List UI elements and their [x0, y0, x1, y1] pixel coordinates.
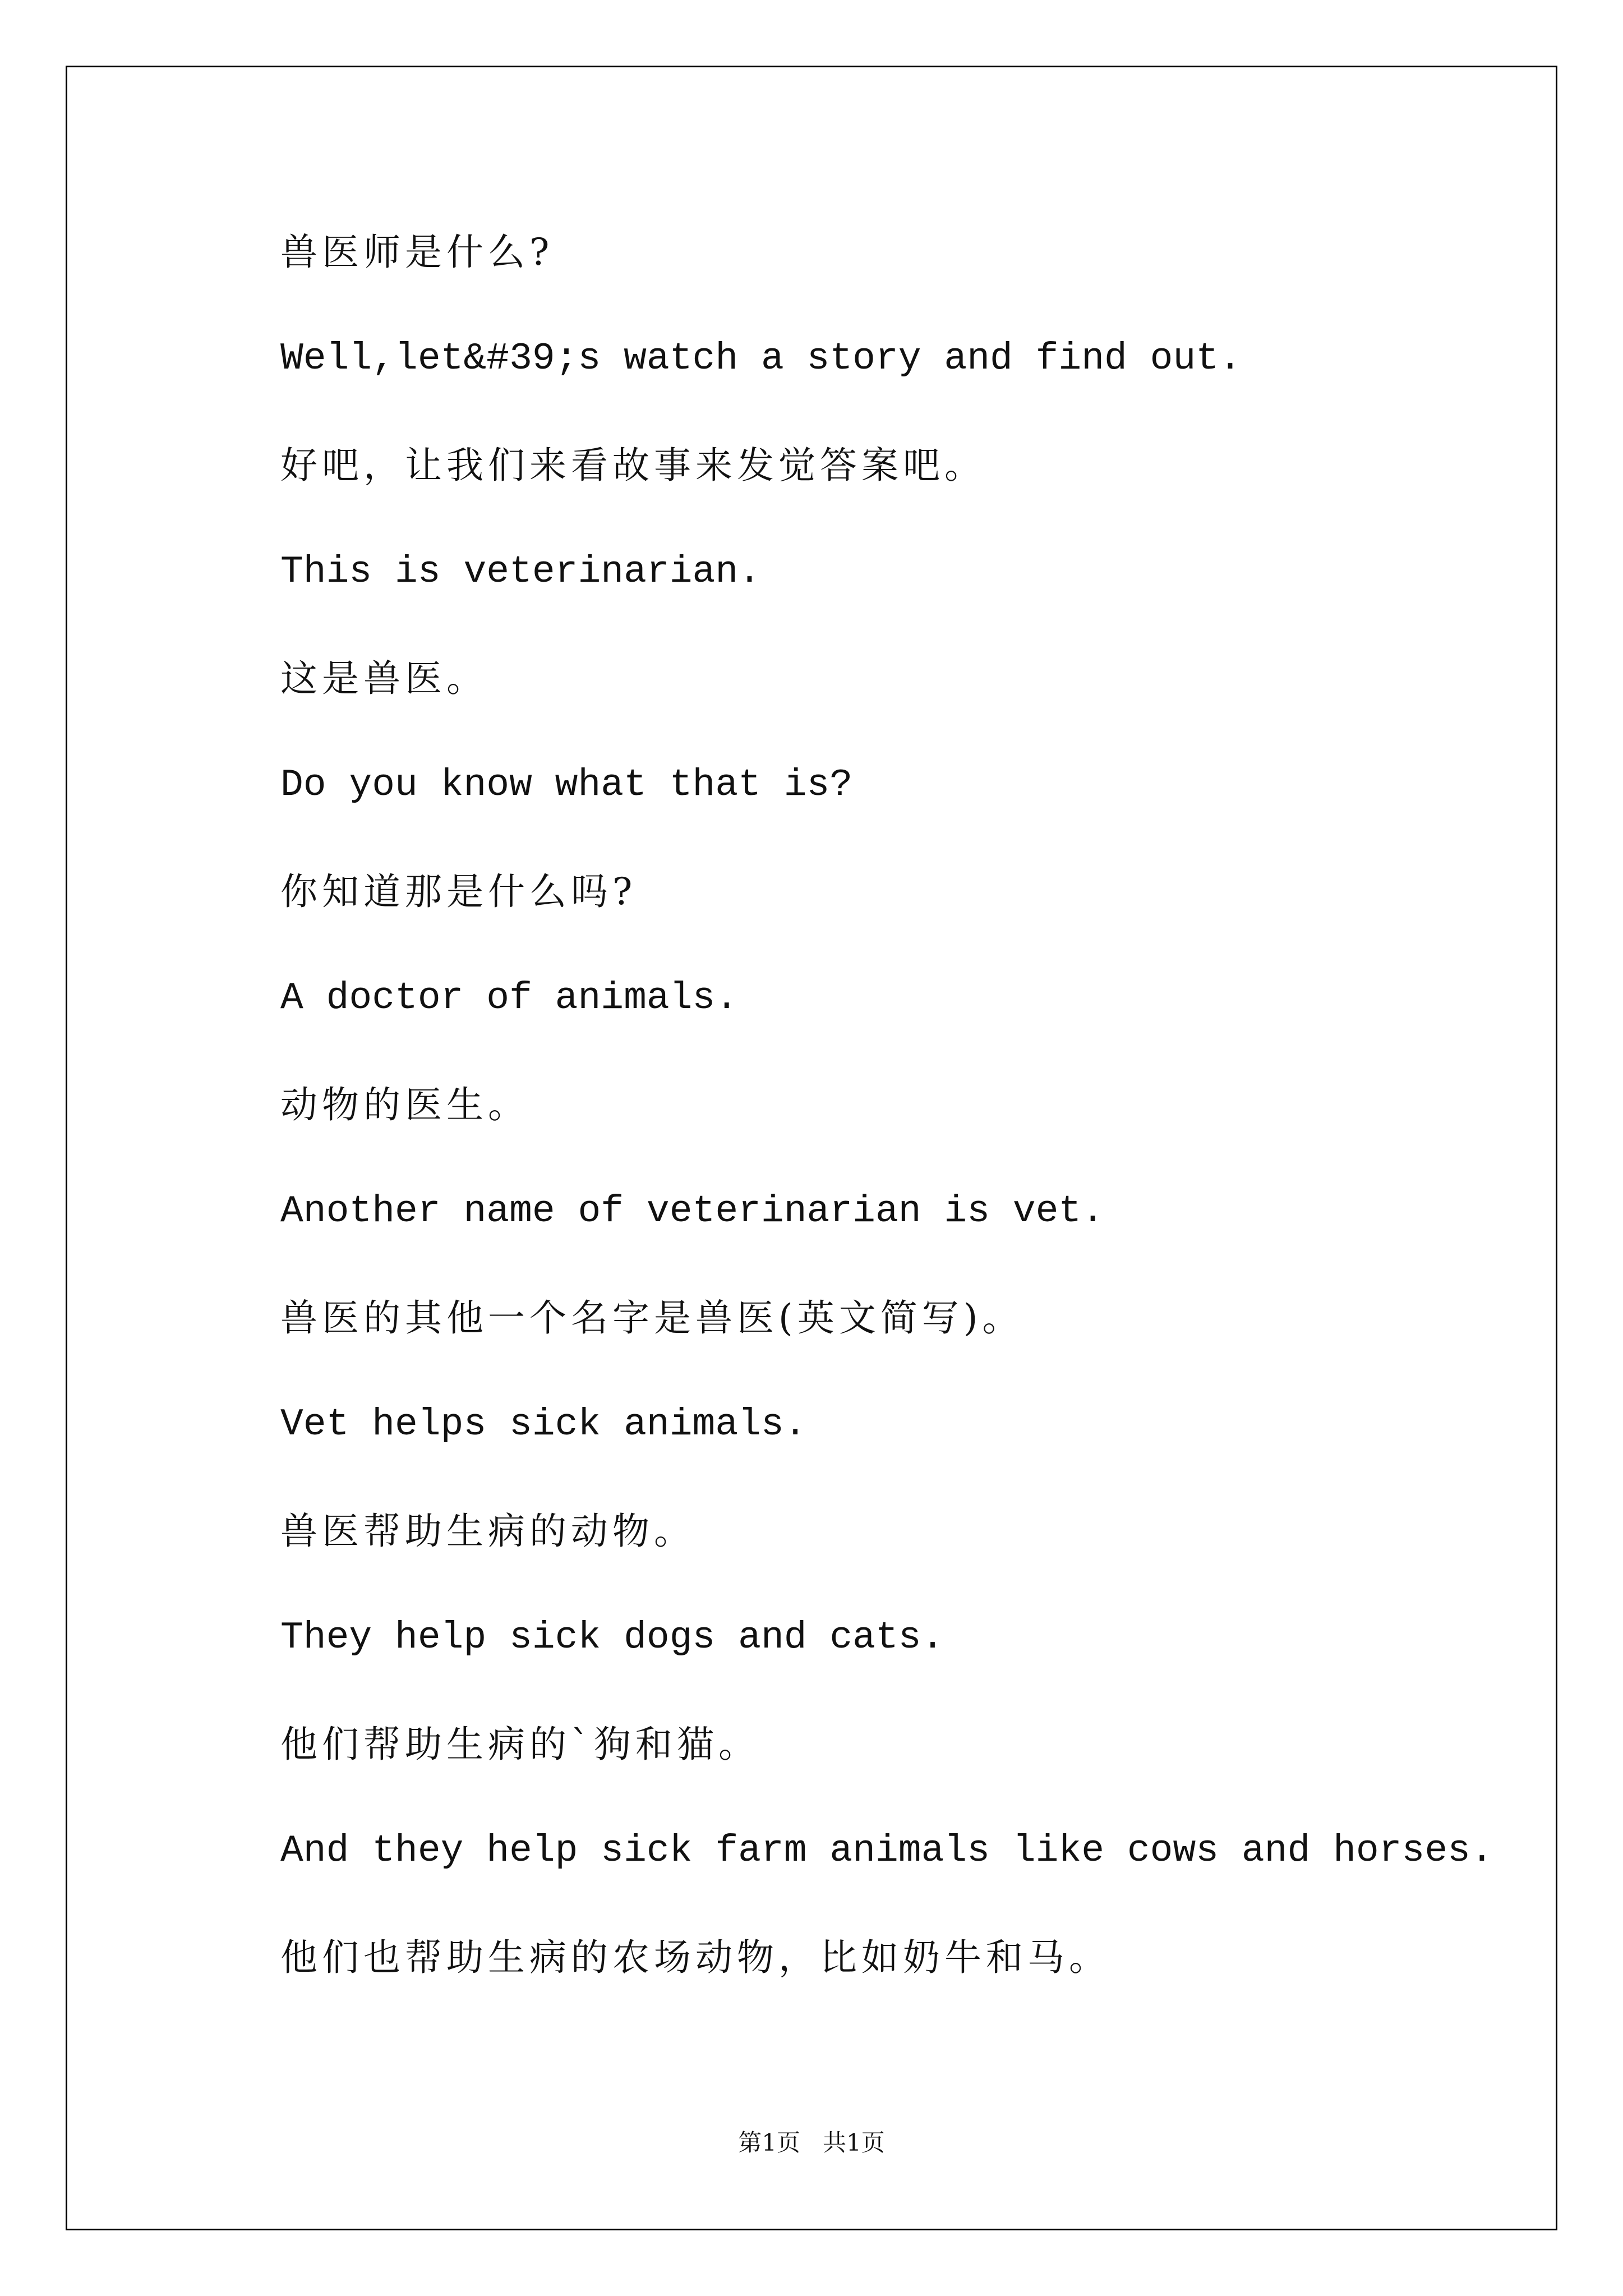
- document-body: [280, 222, 1493, 2033]
- text-line: 他们也帮助生病的农场动物，比如奶牛和马。: [280, 1936, 1110, 1979]
- text-line: 他们帮助生病的`狗和猫。: [280, 1723, 760, 1766]
- text-line: And they help sick farm animals like cows and horses.: [280, 1829, 1493, 1872]
- text-line: 你知道那是什么吗?: [280, 870, 637, 913]
- text-line: Vet helps sick animals.: [280, 1403, 807, 1446]
- text-line: Another name of veterinarian is vet.: [280, 1190, 1105, 1233]
- text-line: 这是兽医。: [280, 657, 488, 700]
- text-line: They help sick dogs and cats.: [280, 1616, 944, 1659]
- text-line: Do you know what that is?: [280, 763, 853, 807]
- text-line: 兽医帮助生病的动物。: [280, 1510, 695, 1553]
- text-line: Well,let&#39;s watch a story and find out.: [280, 337, 1242, 380]
- page-number-footer: 第1页 共1页: [738, 2129, 885, 2156]
- text-line: 好吧，让我们来看故事来发觉答案吧。: [280, 444, 986, 487]
- text-line: A doctor of animals.: [280, 977, 739, 1020]
- text-line: 兽医的其他一个名字是兽医(英文简写)。: [280, 1296, 1024, 1340]
- text-line: 兽医师是什么?: [280, 231, 554, 274]
- text-line: 动物的医生。: [280, 1083, 529, 1126]
- text-line: This is veterinarian.: [280, 550, 761, 593]
